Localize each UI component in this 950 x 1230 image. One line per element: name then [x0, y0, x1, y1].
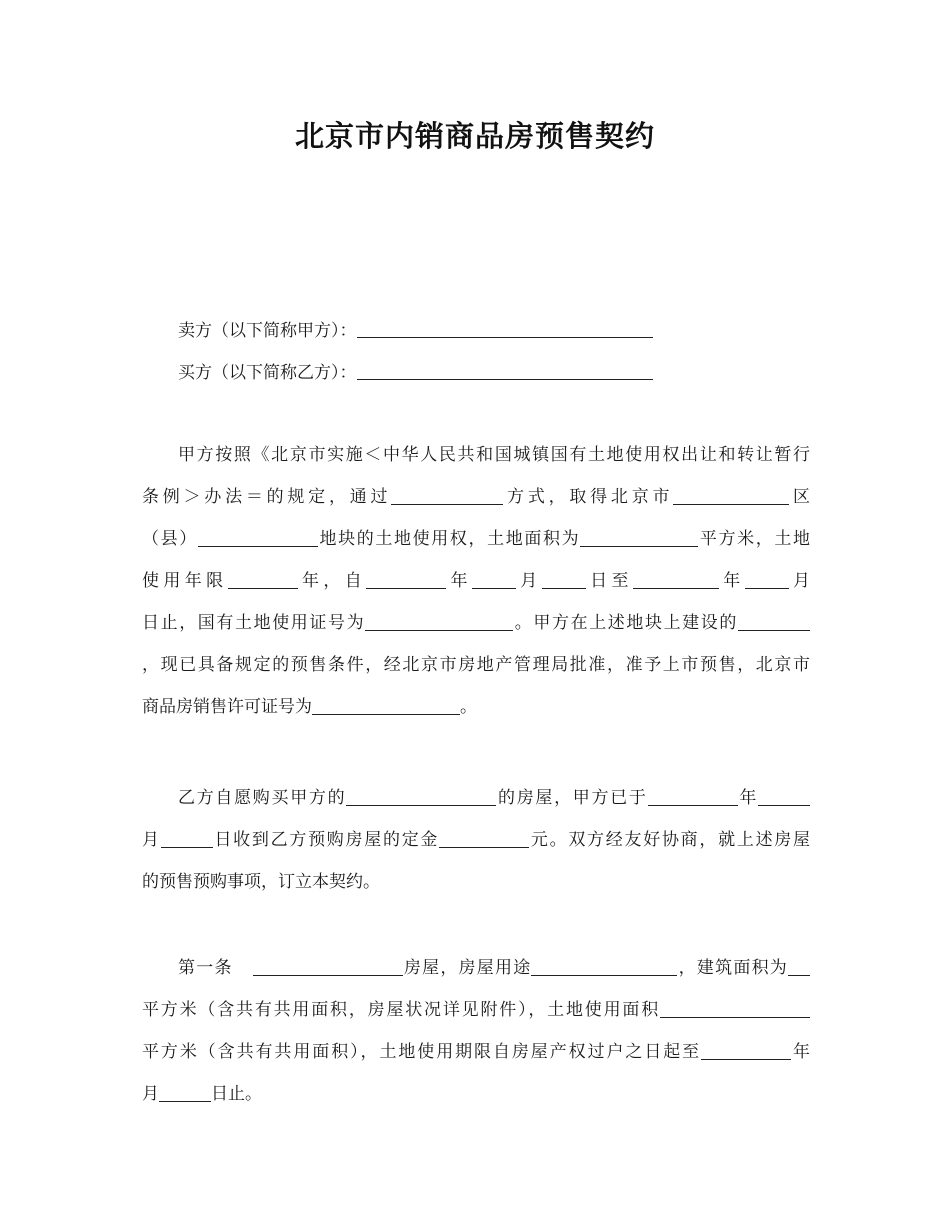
article1-number: 第一条: [178, 958, 233, 978]
para1-line1: 甲方按照《北京市实施＜中华人民共和国城镇国有土地使用权出让和转让暂行: [178, 445, 810, 465]
buyer-line: [178, 361, 653, 385]
building-area-blank[interactable]: [788, 957, 810, 976]
start-month-blank[interactable]: [472, 570, 516, 589]
start-day-blank[interactable]: [542, 570, 586, 589]
para2-line2: 月 日收到乙方预购房屋的定金 元。双方经友好协商，就上述房屋: [142, 830, 811, 850]
term-end-year-blank[interactable]: [701, 1041, 791, 1060]
paragraph-deposit: [142, 777, 810, 903]
para1-line7: 商品房销售许可证号为 。: [142, 697, 477, 717]
house-use-blank[interactable]: [531, 957, 677, 976]
term-end-month-blank[interactable]: [159, 1083, 211, 1102]
land-use-years-blank[interactable]: [228, 570, 298, 589]
sales-license-blank[interactable]: [312, 696, 460, 715]
article1-line3: 平方米（含共有共用面积），土地使用期限自房屋产权过户之日起至 年: [142, 1042, 811, 1062]
para2-line3: 的预售预购事项，订立本契约。: [142, 872, 380, 892]
para1-line2: 条例＞办法＝的规定，通过 方式，取得北京市 区: [142, 487, 811, 507]
seller-line: [178, 319, 653, 343]
end-year-blank[interactable]: [633, 570, 719, 589]
paragraph-preamble: [142, 434, 810, 728]
property-blank[interactable]: [346, 787, 496, 806]
land-area-blank[interactable]: [580, 528, 698, 547]
para1-line6: ，现已具备规定的预售条件，经北京市房地产管理局批准，准予上市预售，北京市: [142, 655, 810, 675]
article1-line1: 第一条 房屋，房屋用途 ，建筑面积为: [142, 947, 810, 989]
para1-line4: 使用年限 年，自 年 月 日至 年 月: [142, 571, 811, 591]
house-location-blank[interactable]: [253, 957, 403, 976]
para2-line1: 乙方自愿购买甲方的 的房屋，甲方已于 年: [142, 777, 810, 819]
land-use-area-blank[interactable]: [660, 999, 810, 1018]
buyer-blank[interactable]: [357, 361, 653, 380]
acquisition-method-blank[interactable]: [391, 486, 503, 505]
plot-blank[interactable]: [198, 528, 318, 547]
seller-blank[interactable]: [357, 319, 653, 338]
end-month-blank[interactable]: [745, 570, 789, 589]
start-year-blank[interactable]: [366, 570, 446, 589]
deposit-amount-blank[interactable]: [439, 829, 529, 848]
article1-line4: 月 日止。: [142, 1084, 262, 1104]
deposit-day-blank[interactable]: [161, 829, 213, 848]
district-blank[interactable]: [673, 486, 789, 505]
deposit-year-blank[interactable]: [648, 787, 738, 806]
document-title: 北京市内销商品房预售契约: [294, 119, 655, 153]
building-name-blank[interactable]: [738, 612, 810, 631]
seller-label: 卖方（以下简称甲方）：: [178, 321, 357, 341]
article1-line2: 平方米（含共有共用面积，房屋状况详见附件），土地使用面积: [142, 989, 810, 1031]
article-1: [142, 947, 810, 1115]
deposit-month-blank[interactable]: [758, 787, 810, 806]
para1-line5: 日止，国有土地使用证号为 。甲方在上述地块上建设的: [142, 602, 810, 644]
para1-line3: （县） 地块的土地使用权，土地面积为 平方米，土地: [142, 529, 810, 549]
buyer-label: 买方（以下简称乙方）：: [178, 363, 357, 383]
land-certificate-blank[interactable]: [365, 612, 513, 631]
